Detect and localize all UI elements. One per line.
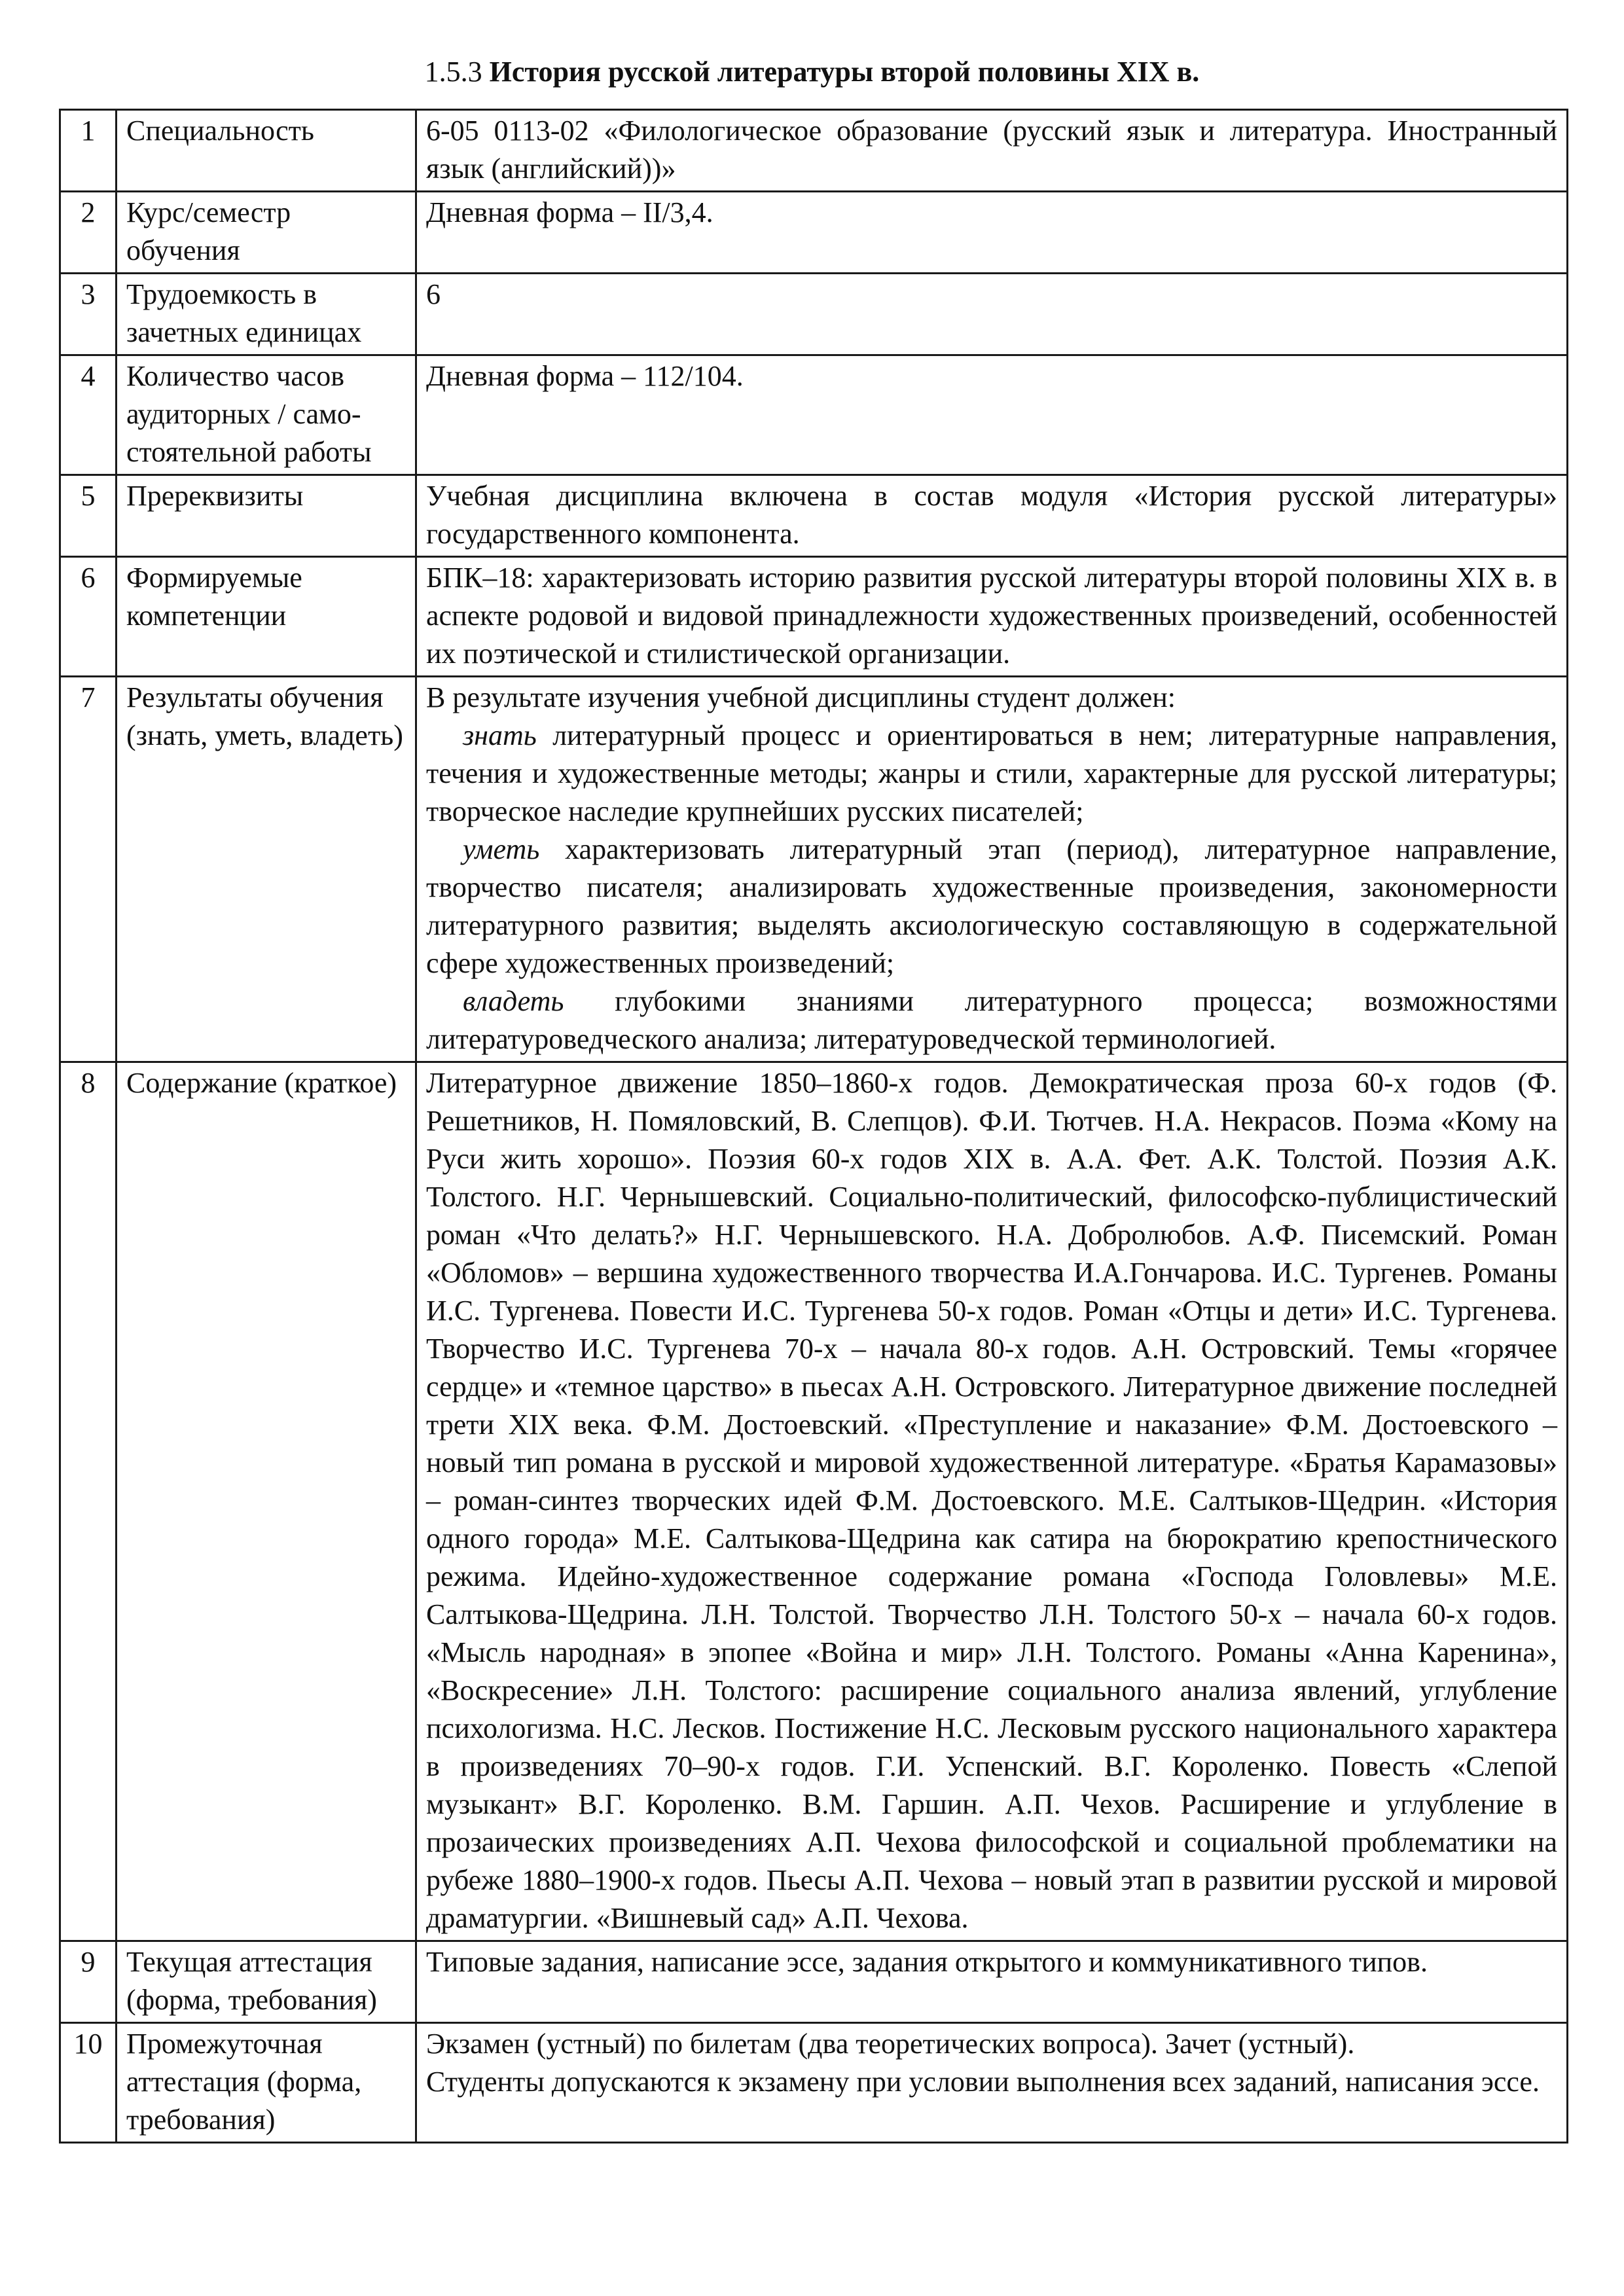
- table-row: [60, 110, 1568, 192]
- row-number: 1: [60, 110, 117, 192]
- row-number: 8: [60, 1062, 117, 1941]
- row-number: 7: [60, 677, 117, 1062]
- table-row: [60, 274, 1568, 355]
- table-row: [60, 475, 1568, 557]
- row-number: 5: [60, 475, 117, 557]
- row-label: Специальность: [117, 110, 416, 192]
- row-label: Пререквизиты: [117, 475, 416, 557]
- keyword-can: уметь: [463, 833, 540, 865]
- row-number: 4: [60, 355, 117, 475]
- outcome-own-text: глубокими знаниями литературного процесса; возможностями литературоведческого анализа; литературоведческой терминологией.: [426, 985, 1557, 1055]
- document-title: [0, 52, 1624, 92]
- section-number: 1.5.3: [424, 56, 482, 88]
- table-row: [60, 557, 1568, 677]
- row-value: Типовые задания, написание эссе, задания открытого и коммуникативного типов.: [416, 1941, 1568, 2023]
- row-label: Курс/семестр обучения: [117, 192, 416, 274]
- row-number: 10: [60, 2023, 117, 2143]
- admission-line: Студенты допускаются к экзамену при условии выполнения всех заданий, написания эссе.: [426, 2066, 1540, 2098]
- row-value: БПК–18: характеризовать историю развития русской литературы второй половины XIX в. в аспекте родовой и видовой принадлежности художественных произведений, особенностей их поэтической и стилистической организации.: [416, 557, 1568, 677]
- row-label: Содержание (краткое): [117, 1062, 416, 1941]
- course-description-table: [59, 109, 1568, 2144]
- keyword-own: владеть: [463, 985, 564, 1017]
- keyword-know: знать: [463, 719, 537, 751]
- row-label: Результаты обучения (знать, уметь, владеть): [117, 677, 416, 1062]
- row-value: Дневная форма – II/3,4.: [416, 192, 1568, 274]
- row-label: Количество часов аудиторных / само-стоятельной работы: [117, 355, 416, 475]
- table-row: [60, 192, 1568, 274]
- table-row: [60, 2023, 1568, 2143]
- exam-line: Экзамен (устный) по билетам (два теоретических вопроса). Зачет (устный).: [426, 2028, 1355, 2060]
- outcome-own: [426, 982, 1557, 1058]
- row-label: Промежуточная аттестация (форма, требования): [117, 2023, 416, 2143]
- row-label: Текущая аттестация (форма, требования): [117, 1941, 416, 2023]
- table-row: [60, 355, 1568, 475]
- row-value: 6: [416, 274, 1568, 355]
- row-number: 3: [60, 274, 117, 355]
- table-row: [60, 1941, 1568, 2023]
- outcome-can-text: характеризовать литературный этап (период), литературное направление, творчество писателя; анализировать художественные произведения, закономерности литературного развития; выделять аксиологическую составляющую в содержательной сфере художественных произведений;: [426, 833, 1557, 979]
- row-number: 6: [60, 557, 117, 677]
- row-value: [416, 2023, 1568, 2143]
- outcome-can: [426, 831, 1557, 982]
- row-value: Дневная форма – 112/104.: [416, 355, 1568, 475]
- row-value: Учебная дисциплина включена в состав модуля «История русской литературы» государственного компонента.: [416, 475, 1568, 557]
- row-label: Трудоемкость в зачетных единицах: [117, 274, 416, 355]
- row-number: 9: [60, 1941, 117, 2023]
- outcomes-intro: В результате изучения учебной дисциплины студент должен:: [426, 681, 1176, 713]
- outcome-know: [426, 717, 1557, 831]
- course-title: История русской литературы второй половины XIX в.: [489, 56, 1200, 88]
- row-value: 6-05 0113-02 «Филологическое образование (русский язык и литература. Иностранный язык (английский))»: [416, 110, 1568, 192]
- learning-outcomes: [416, 677, 1568, 1062]
- table-row: [60, 1062, 1568, 1941]
- row-number: 2: [60, 192, 117, 274]
- course-content: Литературное движение 1850–1860-х годов. Демократическая проза 60-х годов (Ф. Решетников, Н. Помяловский, В. Слепцов). Ф.И. Тютчев. Н.А. Некрасов. Поэма «Кому на Руси жить хорошо». Поэзия 60-х годов XIX в. А.А. Фет. А.К. Толстой. Поэзия А.К. Толстого. Н.Г. Чернышевский. Социально-политический, философско-публицистический роман «Что делать?» Н.Г. Чернышевского. Н.А. Добролюбов. А.Ф. Писемский. Роман «Обломов» – вершина художественного творчества И.А.Гончарова. И.С. Тургенев. Романы И.С. Тургенева. Повести И.С. Тургенева 50-х годов. Роман «Отцы и дети» И.С. Тургенева. Творчество И.С. Тургенева 70-х – начала 80-х годов. А.Н. Островский. Темы «горячее сердце» и «темное царство» в пьесах А.Н. Островского. Литературное движение последней трети XIX века. Ф.М. Достоевский. «Преступление и наказание» Ф.М. Достоевского – новый тип романа в русской и мировой художественной литературе. «Братья Карамазовы» – роман-синтез творческих идей Ф.М. Достоевского. М.Е. Салтыков-Щедрин. «История одного города» М.Е. Салтыкова-Щедрина как сатира на бюрократию крепостнического режима. Идейно-художественное содержание романа «Господа Головлевы» М.Е. Салтыкова-Щедрина. Л.Н. Толстой. Творчество Л.Н. Толстого 50-х – начала 60-х годов. «Мысль народная» в эпопее «Война и мир» Л.Н. Толстого. Романы «Анна Каренина», «Воскресение» Л.Н. Толстого: расширение социального анализа явлений, углубление психологизма. Н.С. Лесков. Постижение Н.С. Лесковым русского национального характера в произведениях 70–90-х годов. Г.И. Успенский. В.Г. Короленко. Повесть «Слепой музыкант» В.Г. Короленко. В.М. Гаршин. А.П. Чехов. Расширение и углубление в прозаических произведениях А.П. Чехова философской и социальной проблематики на рубеже 1880–1900-х годов. Пьесы А.П. Чехова – новый этап в развитии русской и мировой драматургии. «Вишневый сад» А.П. Чехова.: [416, 1062, 1568, 1941]
- row-label: Формируемые компетенции: [117, 557, 416, 677]
- outcome-know-text: литературный процесс и ориентироваться в нем; литературные направления, течения и художественные методы; жанры и стили, характерные для русской литературы; творческое наследие крупнейших русских писателей;: [426, 719, 1557, 827]
- table-row: [60, 677, 1568, 1062]
